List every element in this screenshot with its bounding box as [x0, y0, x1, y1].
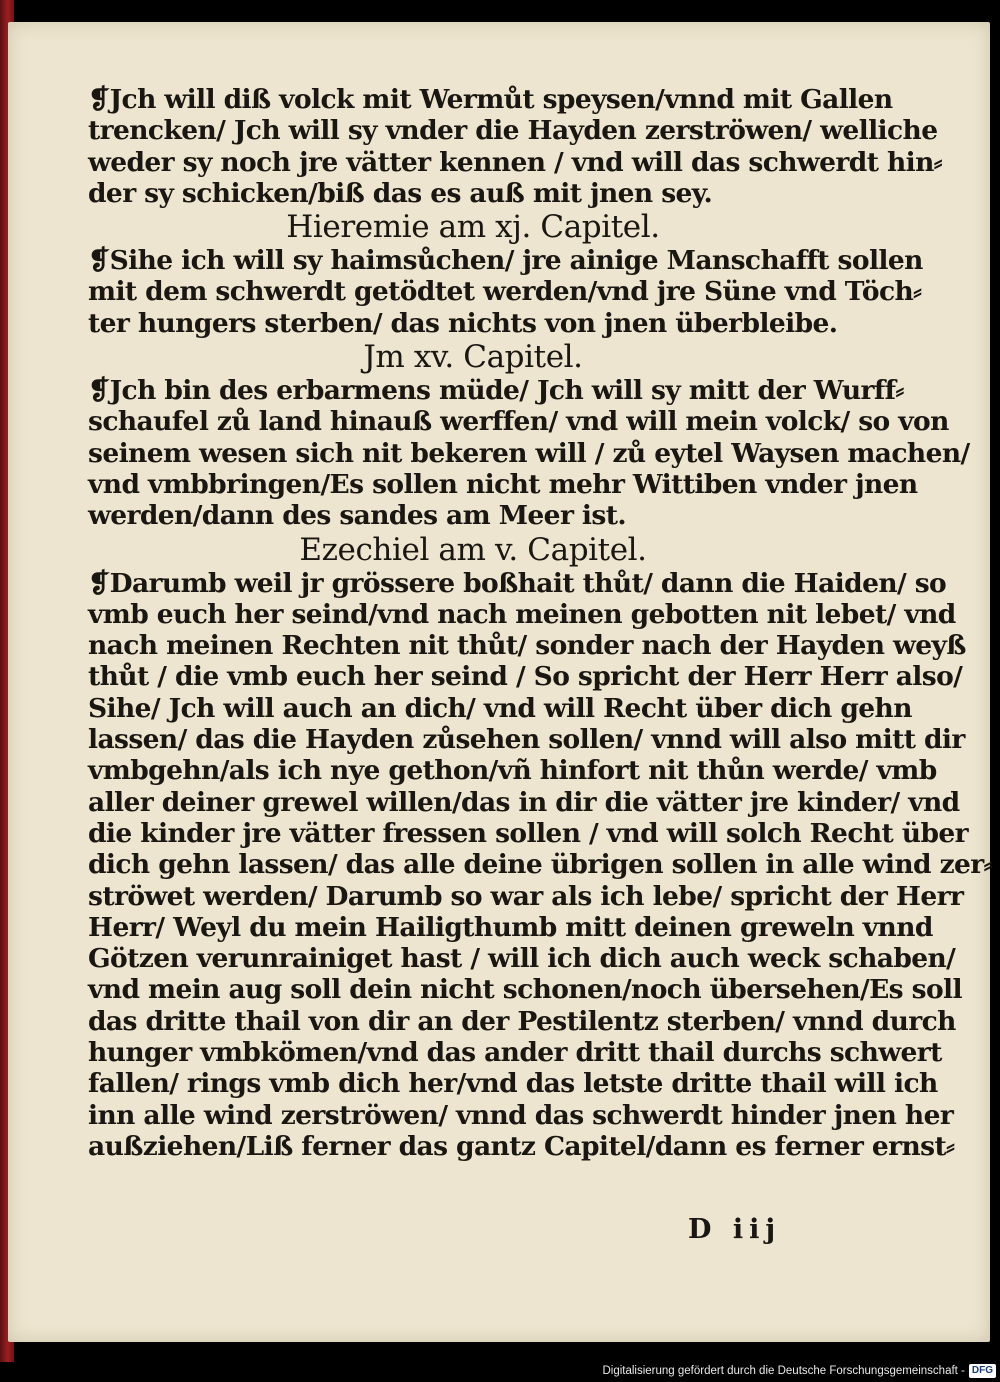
text-line: ströwet werden/ Darumb so war als ich lebe/ spricht der Herr — [88, 880, 964, 912]
text-line: außziehen/Liß ferner das gantz Capitel/dann es ferner ernst⸗ — [88, 1130, 955, 1162]
text-line: vmb euch her seind/vnd nach meinen gebotten nit lebet/ vnd — [88, 598, 956, 630]
funding-credit: Digitalisierung gefördert durch die Deutsche Forschungsgemeinschaft - — [602, 1365, 965, 1377]
chapter-heading: Ezechiel am v. Capitel. — [299, 531, 647, 568]
text-line: der sy schicken/biß das es auß mit jnen sey. — [88, 177, 713, 209]
digitization-footer — [602, 1363, 996, 1379]
text-line: mit dem schwerdt getödtet werden/vnd jre Süne vnd Töch⸗ — [88, 276, 922, 308]
text-line: trencken/ Jch will sy vnder die Hayden zerströwen/ welliche — [88, 115, 938, 147]
text-line: lassen/ das die Hayden zůsehen sollen/ vnnd will also mitt dir — [88, 724, 965, 756]
text-line: schaufel zů land hinauß werffen/ vnd will mein volck/ so von — [88, 406, 949, 438]
text-line: ❡Darumb weil jr grössere boßhait thůt/ dann die Haiden/ so — [88, 567, 947, 599]
text-line: weder sy noch jre vätter kennen / vnd will das schwerdt hin⸗ — [88, 146, 942, 178]
text-line: thůt / die vmb euch her seind / So spricht der Herr Herr also/ — [88, 661, 963, 693]
text-line: Götzen verunrainiget hast / will ich dich auch weck schaben/ — [88, 943, 956, 975]
signature-mark: D iij — [688, 1214, 782, 1245]
text-line: nach meinen Rechten nit thůt/ sonder nach der Hayden weyß — [88, 630, 966, 662]
text-line: ❡Sihe ich will sy haimsůchen/ jre ainige Manschafft sollen — [88, 245, 923, 277]
text-line: das dritte thail von dir an der Pestilentz sterben/ vnnd durch — [88, 1005, 956, 1037]
text-line: werden/dann des sandes am Meer ist. — [88, 500, 626, 532]
text-line: ter hungers sterben/ das nichts von jnen überbleibe. — [88, 307, 838, 339]
text-line: vnd mein aug soll dein nicht schonen/noch übersehen/Es soll — [88, 974, 962, 1006]
text-line: vmbgehn/als ich nye gethon/vñ hinfort nit thůn werde/ vmb — [88, 755, 937, 787]
text-line: Sihe/ Jch will auch an dich/ vnd will Recht über dich gehn — [88, 692, 912, 724]
chapter-heading: Jm xv. Capitel. — [363, 339, 583, 376]
text-line: fallen/ rings vmb dich her/vnd das letste dritte thail will ich — [88, 1068, 938, 1100]
dfg-logo: DFG — [969, 1364, 996, 1378]
text-line: Herr/ Weyl du mein Hailigthumb mitt deinen greweln vnnd — [88, 911, 933, 943]
book-page — [8, 22, 990, 1342]
text-line: aller deiner grewel willen/das in dir die vätter jre kinder/ vnd — [88, 786, 960, 818]
text-line: vnd vmbbringen/Es sollen nicht mehr Wittiben vnder jnen — [88, 468, 918, 500]
text-line: inn alle wind zerströwen/ vnnd das schwerdt hinder jnen her — [88, 1099, 954, 1131]
text-line: dich gehn lassen/ das alle deine übrigen sollen in alle wind zer⸗ — [88, 849, 992, 881]
text-line: die kinder jre vätter fressen sollen / vnd will solch Recht über — [88, 817, 969, 849]
chapter-heading: Hieremie am xj. Capitel. — [286, 209, 660, 246]
text-line: seinem wesen sich nit bekeren will / zů eytel Waysen machen/ — [88, 437, 970, 469]
text-line: ❡Jch will diß volck mit Wermůt speysen/vnnd mit Gallen — [88, 84, 893, 115]
text-line: ❡Jch bin des erbarmens müde/ Jch will sy mitt der Wurff⸗ — [88, 375, 904, 407]
text-line: hunger vmbkömen/vnd das ander dritt thail durchs schwert — [88, 1037, 942, 1069]
page-text-body — [88, 84, 992, 1162]
